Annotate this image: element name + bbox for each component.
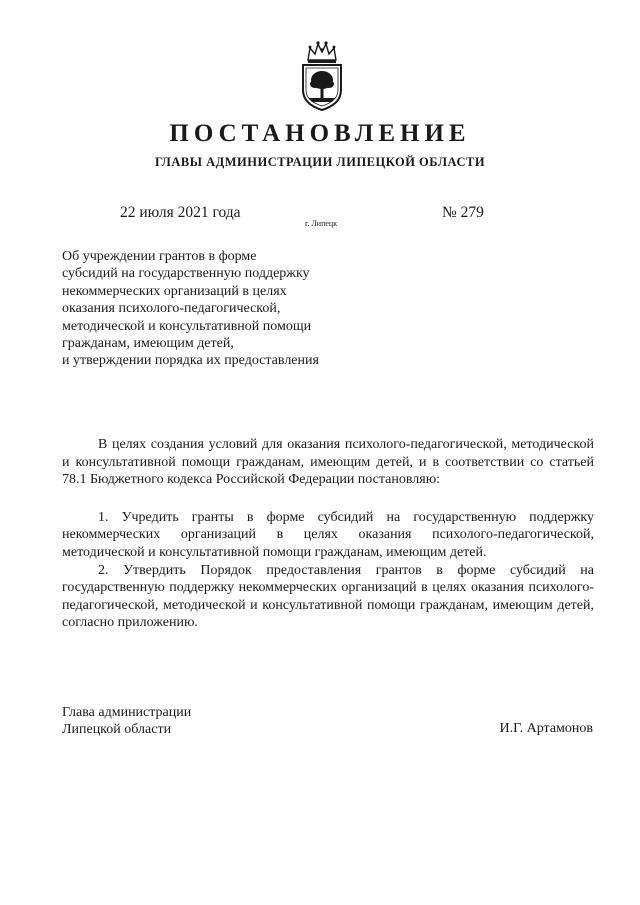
subject-line: и утверждении порядка их предоставления bbox=[62, 353, 319, 369]
subject-line: гражданам, имеющим детей, bbox=[62, 336, 234, 352]
document-number: № 279 bbox=[442, 204, 484, 221]
document-subject bbox=[62, 248, 362, 370]
subject-line: субсидий на государственную поддержку bbox=[62, 266, 310, 282]
subject-line: методической и консультативной помощи bbox=[62, 318, 312, 334]
coat-of-arms-icon bbox=[298, 40, 346, 112]
signature-name: И.Г. Артамонов bbox=[499, 721, 593, 736]
document-date: 22 июля 2021 года bbox=[120, 204, 241, 221]
subject-line: Об учреждении грантов в форме bbox=[62, 249, 257, 264]
preamble-paragraph: В целях создания условий для оказания психолого-педагогической, методической и консультативной помощи гражданам, имеющим детей, и в соответствии со статьей 78.1 Бюджетного кодекса Российской Федерации постановляю: bbox=[62, 437, 594, 488]
document-title: ПОСТАНОВЛЕНИЕ bbox=[169, 120, 471, 147]
signature-position bbox=[62, 704, 191, 739]
signature-position-line: Липецкой области bbox=[62, 722, 172, 738]
item-2-paragraph: 2. Утвердить Порядок предоставления грантов в форме субсидий на государственную поддержку некоммерческих организаций в целях оказания психолого-педагогической, методической и консультативной помощи гражданам, имеющим детей, согласно приложению. bbox=[62, 562, 594, 631]
item-1-paragraph: 1. Учредить гранты в форме субсидий на государственную поддержку некоммерческих организаций в целях оказания психолого-педагогической, методической и консультативной помощи гражданам, имеющим детей. bbox=[62, 509, 594, 560]
document-body bbox=[62, 436, 594, 632]
subject-line: оказания психолого-педагогической, bbox=[62, 301, 281, 317]
signature-position-line: Глава администрации bbox=[62, 705, 192, 720]
document-subtitle: ГЛАВЫ АДМИНИСТРАЦИИ ЛИПЕЦКОЙ ОБЛАСТИ bbox=[154, 155, 486, 169]
document-city: г. Липецк bbox=[305, 219, 338, 228]
subject-line: некоммерческих организаций в целях bbox=[62, 283, 287, 299]
